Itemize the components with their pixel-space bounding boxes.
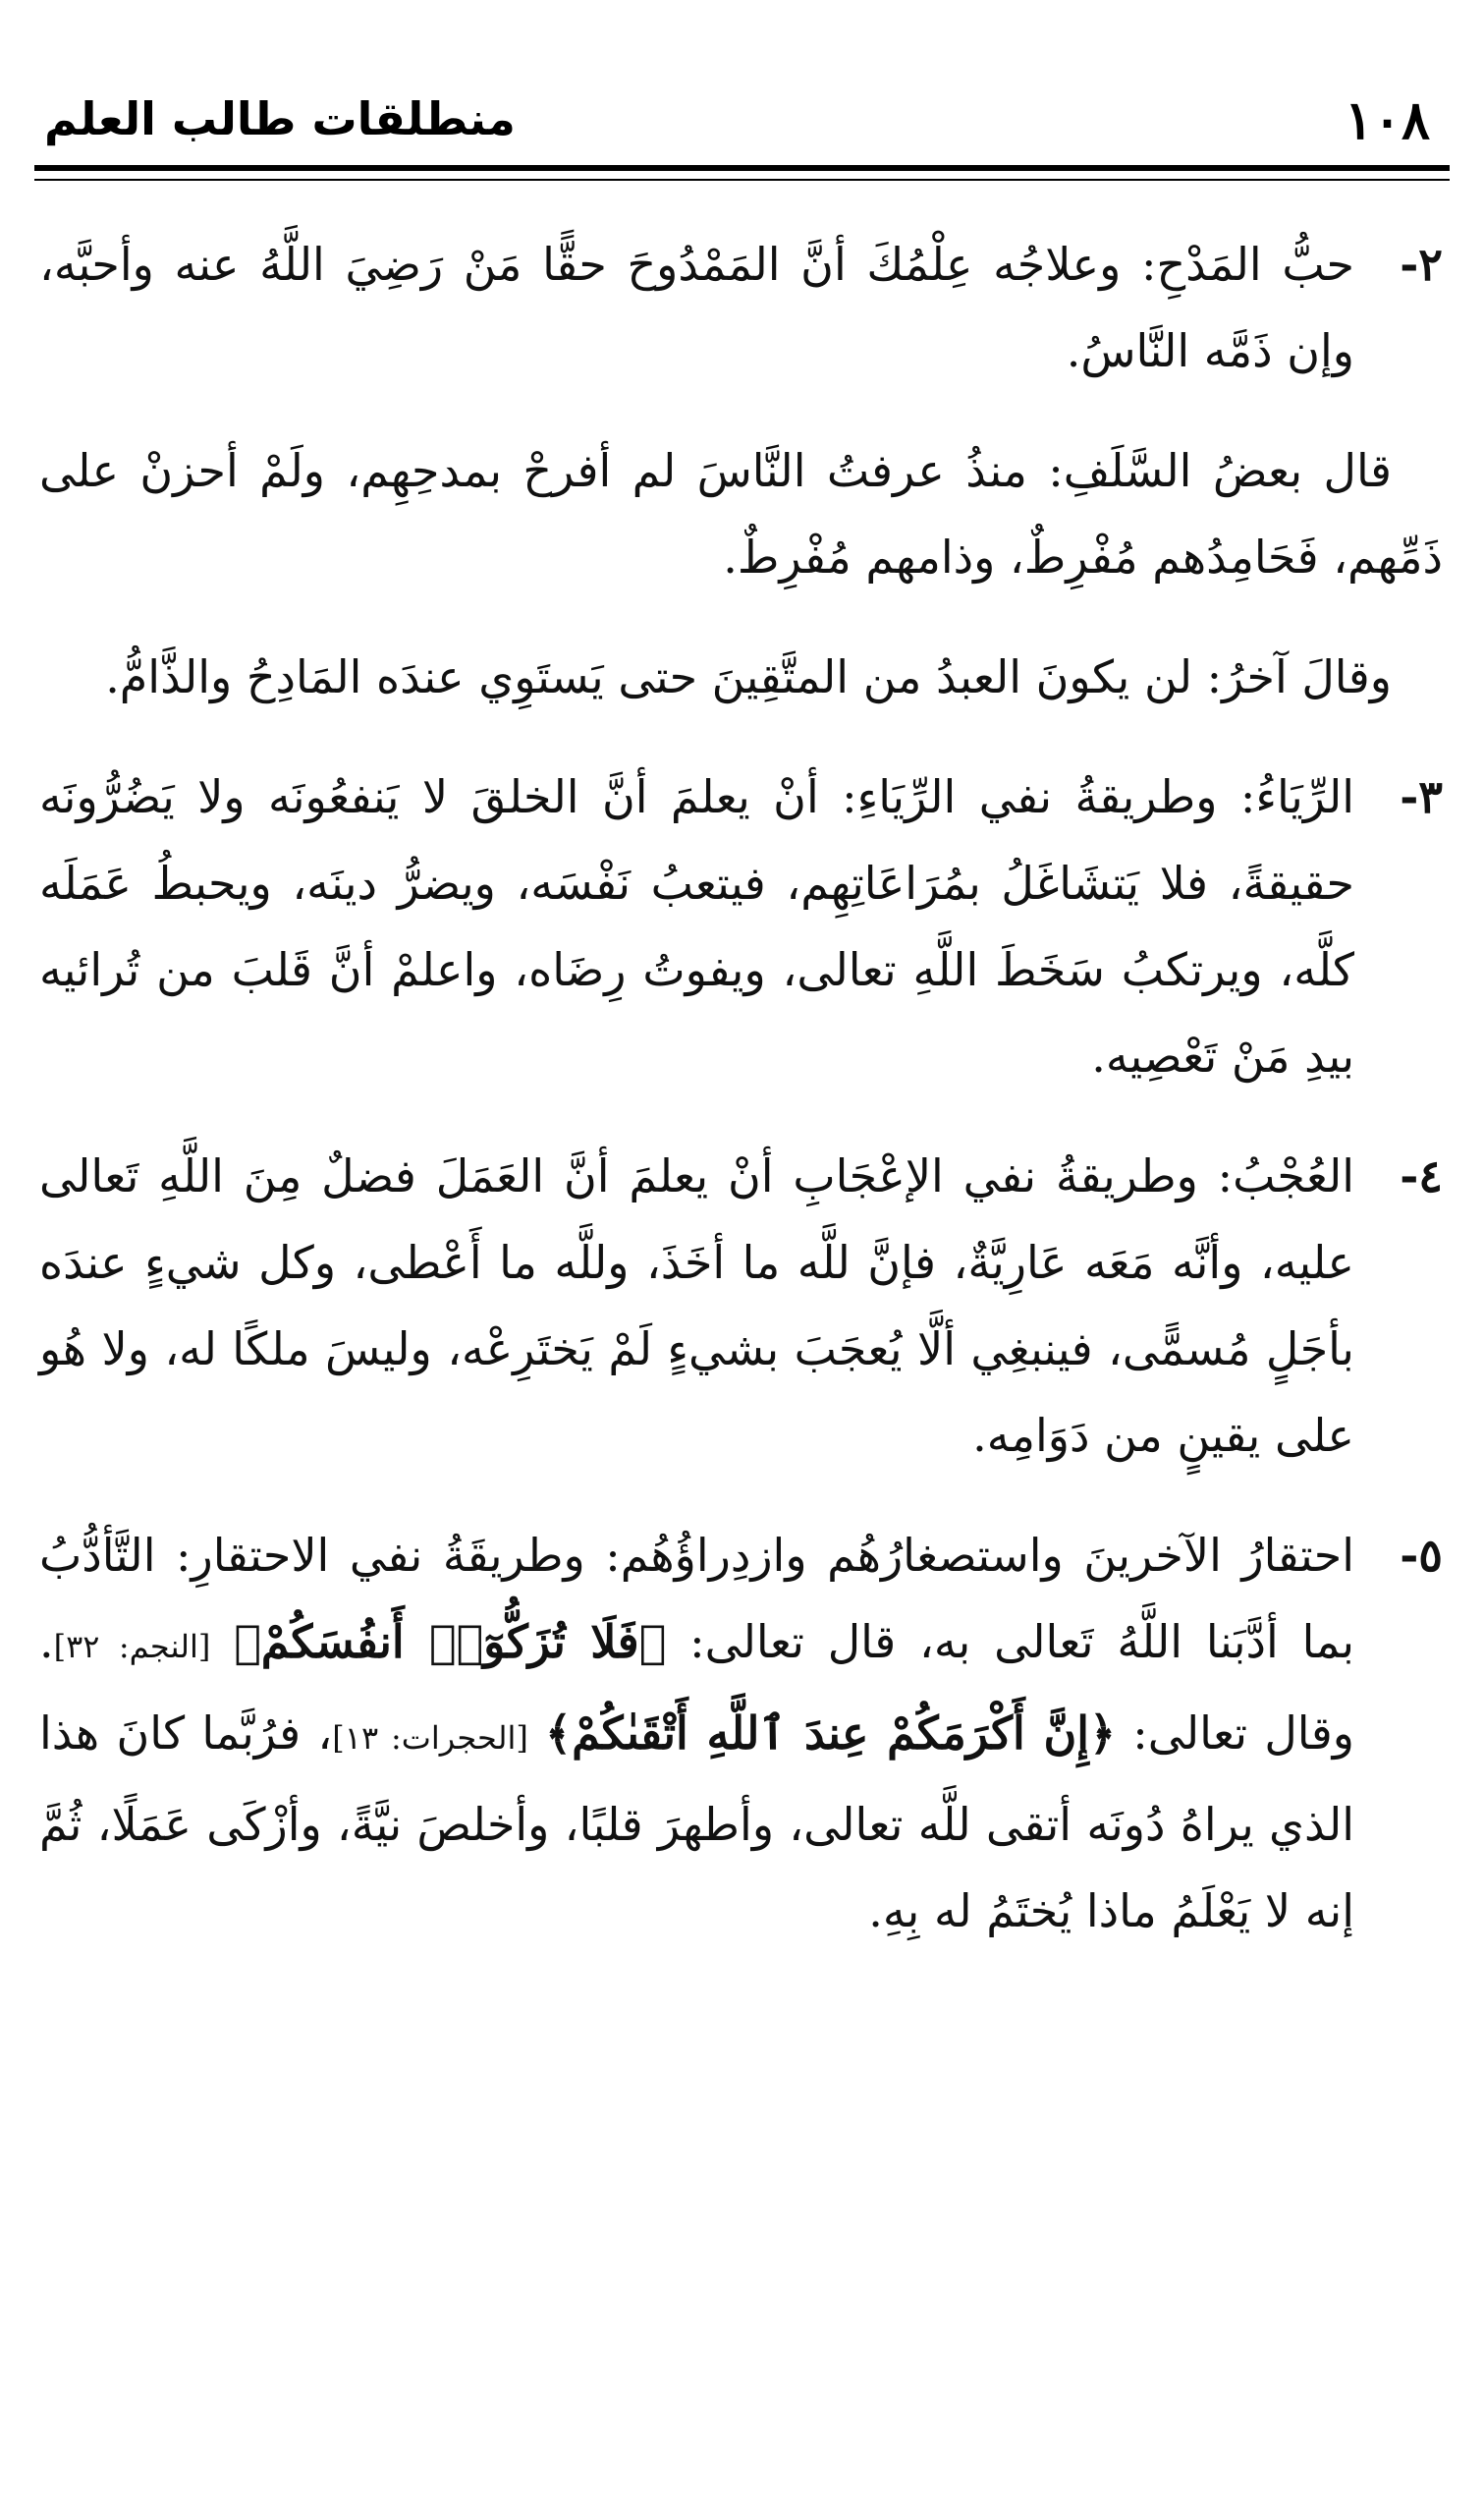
item-text: الرِّيَاءُ: وطريقةُ نفي الرِّيَاءِ: أنْ يعلمَ أنَّ الخلقَ لا يَنفعُونَه ولا يَضُرُّونَه حقيقةً، فلا يَتشَاغَلُ بمُرَاعَاتِهِم، فيتعبُ نَفْسَه، ويضرُّ دينَه، ويحبطُ عَمَلَه كلَّه، ويرتكبُ سَخَطَ اللَّهِ تعالى، ويفوتُ رِضَاه، واعلمْ أنَّ قَلبَ من تُرائيه بيدِ مَنْ تَعْصِيه.: [39, 770, 1354, 1083]
item-number: ٣-: [1400, 770, 1443, 823]
verse-reference: [النجم: ٣٢]: [53, 1628, 211, 1665]
item-text: حبُّ المَدْحِ: وعلاجُه عِلْمُكَ أنَّ المَمْدُوحَ حقًّا مَنْ رَضِيَ اللَّهُ عنه وأحبَّه، وإن ذَمَّه النَّاسُ.: [39, 238, 1354, 377]
item-number: ٥-: [1400, 1529, 1443, 1582]
list-item-4: [39, 1133, 1443, 1479]
item-text: . وقال تعالى:: [39, 1615, 1355, 1760]
list-item-3: [39, 754, 1443, 1099]
quran-verse: ﴿فَلَا تُزَكُّوٓا۟ أَنفُسَكُمْ﴾: [234, 1615, 667, 1668]
verse-reference: [الحجرات: ١٣]: [332, 1719, 528, 1757]
paragraph-salaf-quote: قال بعضُ السَّلَفِ: منذُ عرفتُ النَّاسَ لم أفرحْ بمدحِهِم، ولَمْ أحزنْ على ذَمِّهم، فَحَامِدُهم مُفْرِطٌ، وذامهم مُفْرِطٌ.: [39, 444, 1443, 584]
item-number: ٤-: [1400, 1149, 1443, 1202]
item-outro: ، فرُبَّما كانَ هذا الذي يراهُ دُونَه أتقى للَّه تعالى، وأطهرَ قلبًا، وأخلصَ نيَّةً، وأزْكَى عَمَلًا، ثُمَّ إنه لا يَعْلَمُ ماذا يُختَمُ له بِهِ.: [39, 1706, 1354, 1937]
item-number: ٢-: [1400, 238, 1443, 291]
header-rule-thick: [34, 165, 1450, 171]
page-header: [34, 79, 1450, 157]
list-item-5: [39, 1512, 1443, 1954]
item-text: العُجْبُ: وطريقةُ نفي الإعْجَابِ أنْ يعلمَ أنَّ العَمَلَ فضلٌ مِنَ اللَّهِ تَعالى عليه، وأنَّه مَعَه عَارِيَّةٌ، فإنَّ للَّه ما أخَذَ، وللَّه ما أَعْطى، وكل شيءٍ عندَه بأجَلٍ مُسمًّى، فينبغِي ألَّا يُعجَبَ بشيءٍ لَمْ يَختَرِعْه، وليسَ ملكًا له، ولا هُو على يقينٍ من دَوَامِه.: [39, 1149, 1354, 1462]
page-body: [39, 221, 1443, 1987]
header-rule-thin: [34, 179, 1450, 181]
paragraph-another-quote: وقالَ آخرُ: لن يكونَ العبدُ من المتَّقِينَ حتى يَستَوِي عندَه المَادِحُ والذَّامُّ.: [105, 650, 1392, 703]
running-title: منطلقات طالب العلم: [44, 92, 516, 145]
item-intro: احتقارُ الآخرينَ واستصغارُهُم وازدِراؤُهُم: وطريقَةُ نفي الاحتقارِ: التَّأدُّبُ بما أدَّبَنا اللَّهُ تَعالى به، قال تعالى:: [39, 1529, 1355, 1668]
page-number: ١٠٨: [1344, 88, 1430, 151]
quran-verse: ﴿إِنَّ أَكْرَمَكُمْ عِندَ ٱللَّهِ أَتْقَىٰكُمْ﴾: [545, 1706, 1116, 1760]
list-item-2: [39, 221, 1443, 394]
